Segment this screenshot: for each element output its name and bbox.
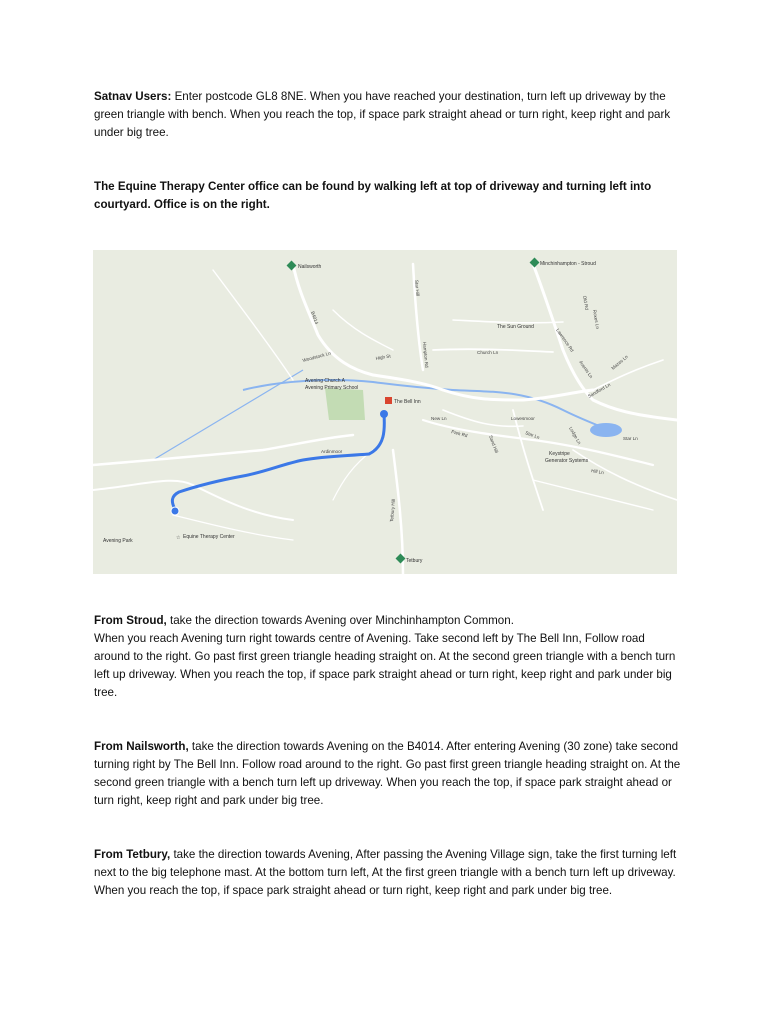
location-map[interactable] xyxy=(93,250,677,574)
road-label-mazes-ln: Mazes Ln xyxy=(610,354,629,371)
road-label-lowesmoor: Lowesmoor xyxy=(511,416,535,421)
satnav-paragraph xyxy=(94,88,684,142)
river xyxy=(243,380,613,432)
road-label-park-rd: Park Rd xyxy=(450,429,469,439)
stroud-text-2: When you reach Avening turn right towards centre of Avening. Take second left by The Bell Inn, Follow road around to the right. Go past first green triangle heading straight on. At the second green triangle with a bench turn left up driveway. When you reach the top, if space park straight ahead or turn right, keep right and park under big tree. xyxy=(94,632,676,699)
label-keystripe: Keystripe xyxy=(549,451,570,457)
driving-route xyxy=(172,414,384,509)
road-label-top: Roxes Ln xyxy=(592,309,601,330)
road-label-hill-ln: Hill Ln xyxy=(590,468,605,476)
road-label-woodstock: Woodstock Ln xyxy=(301,350,332,363)
directions-stroud xyxy=(94,612,684,702)
road-label-lodge-ln: Lodge Ln xyxy=(568,426,583,446)
label-sun-ground: The Sun Ground xyxy=(497,324,534,330)
satnav-label: Satnav Users: xyxy=(94,90,172,103)
road-label-sand-hill: Sand Hill xyxy=(488,434,500,454)
map-canvas xyxy=(93,250,677,574)
road-label-sandford: Sandford Ln xyxy=(587,382,612,399)
nailsworth-text: take the direction towards Avening on the B4014. After entering Avening (30 zone) take second turning right by The Bell Inn. Follow road around to the right. Go past first green triangle heading straight on. At the second green triangle with a bench turn left up driveway. When you reach the top, if space park straight ahead or turn right, keep right and park under big tree. xyxy=(94,740,681,807)
satnav-text: Enter postcode GL8 8NE. When you have reached your destination, turn left up driveway by the green triangle with bench. When you reach the top, if space park straight ahead or turn right, keep right and park under big tree. xyxy=(94,90,671,139)
label-equine-center: Equine Therapy Center xyxy=(183,534,235,540)
road-label-new-ln: New Ln xyxy=(431,416,447,421)
tetbury-label: From Tetbury, xyxy=(94,848,171,861)
nailsworth-label: From Nailsworth, xyxy=(94,740,189,753)
road-label-lawrence-rd: Lawrence Rd xyxy=(555,327,575,353)
road-label-avenis-ln: Avenis Ln xyxy=(578,359,594,380)
road-label-hampton: Hampton Rd xyxy=(422,341,430,368)
office-note: The Equine Therapy Center office can be found by walking left at top of driveway and turning left into courtyard. Office is on the right. xyxy=(94,180,652,211)
road-label-ardinmoor: Ardinmoor xyxy=(321,449,343,454)
road-label-high-st: High St xyxy=(375,353,392,361)
label-bell-inn: The Bell Inn xyxy=(394,399,421,405)
road-label-star-ln: Star Ln xyxy=(524,430,541,441)
directions-tetbury xyxy=(94,846,684,900)
start-marker-icon[interactable] xyxy=(171,507,179,515)
minchinhampton-marker-icon[interactable] xyxy=(530,258,540,268)
label-avening-park: Avening Park xyxy=(103,538,133,544)
star-icon[interactable]: ☆ xyxy=(176,535,181,541)
red-square-pin-icon[interactable] xyxy=(385,397,392,404)
lake xyxy=(590,423,622,437)
label-avening-school: Avening Primary School xyxy=(305,385,359,391)
road-label-star-hill: Star Hill xyxy=(414,279,421,297)
road-label-b4014: B4014 xyxy=(310,310,320,325)
stroud-label: From Stroud, xyxy=(94,614,167,627)
park-area xyxy=(325,388,365,420)
road-label-star-ln2: Star Ln xyxy=(623,436,638,441)
road-label-church-ln: Church Ln xyxy=(477,350,499,355)
label-tetbury: Tetbury xyxy=(406,558,423,564)
label-nailsworth: Nailsworth xyxy=(298,264,322,270)
label-minchinhampton: Minchinhampton - Stroud xyxy=(540,261,596,267)
directions-nailsworth xyxy=(94,738,684,810)
stroud-text: take the direction towards Avening over Minchinhampton Common. xyxy=(166,614,514,627)
road-label-old-rd: Old Rd xyxy=(582,295,590,311)
label-keystripe-sub: Generator Systems xyxy=(545,458,589,464)
waypoint-marker-icon[interactable] xyxy=(380,410,388,418)
label-avening-church: Avening Church A xyxy=(305,378,345,384)
road-label-tetbury-hill: Tetbury Hill xyxy=(389,499,396,523)
tetbury-text: take the direction towards Avening, After passing the Avening Village sign, take the first turning left next to the big telephone mast. At the bottom turn left, At the first green triangle with a bench turn left up driveway. When you reach the top, if space park straight ahead or turn right, keep right and park under big tree. xyxy=(94,848,677,897)
